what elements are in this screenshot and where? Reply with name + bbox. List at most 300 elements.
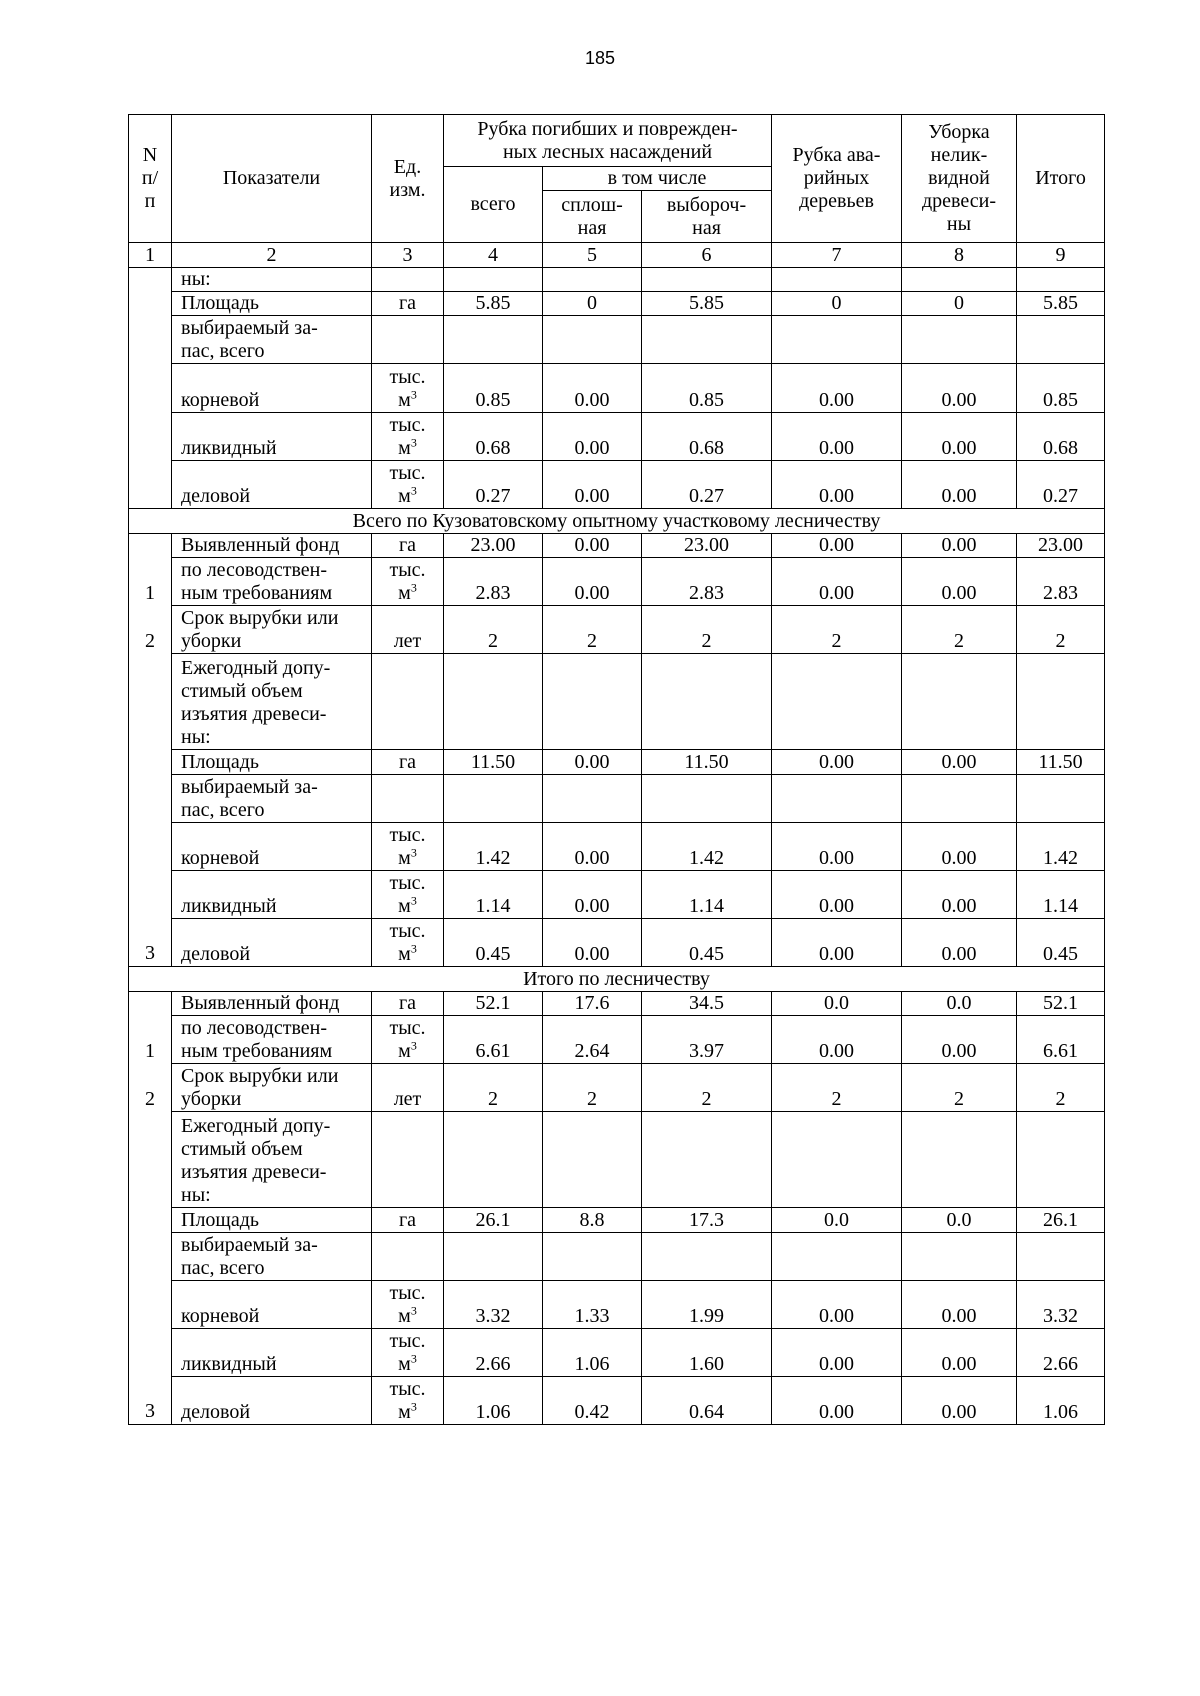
indicator-label-line: пас, всего [181,798,265,821]
indicator-label-line: ны: [181,1184,211,1207]
indicator-label [172,558,372,606]
value-cell [772,268,902,292]
indicator-label-line: по лесоводствен- [181,559,328,582]
unit-cube-exponent: 3 [410,1351,417,1366]
value-cell: 1.14 [444,870,543,918]
unit-meter: м [398,436,411,459]
table-row [129,1208,1105,1232]
indicator-label [172,992,372,1016]
value-cell [902,268,1017,292]
indicator-label-line: Срок вырубки или [181,1065,339,1088]
indicator-label-line: ным требованиям [181,1040,333,1063]
value-cell: 2 [902,1064,1017,1112]
value-cell [1017,316,1105,364]
value-cell: 0.00 [902,460,1017,508]
indicator-label-line: ликвидный [181,1352,277,1375]
indicator-label [172,606,372,654]
header-unusable-wood [902,115,1017,243]
value-cell: 0 [772,292,902,316]
indicator-label [172,822,372,870]
indicator-label-line: Ежегодный допу- [181,657,331,680]
unit-thousand: тыс. [389,1329,426,1352]
value-cell [543,268,642,292]
col-number: 3 [372,243,444,268]
header-clear-line: сплош- [561,193,623,216]
unit-thousand: тыс. [389,559,426,582]
col-number: 5 [543,243,642,268]
value-cell: 0.00 [902,534,1017,558]
row-number: 2 [145,630,155,652]
row-number: 3 [145,942,155,964]
value-cell: 17.3 [642,1208,772,1232]
header-grand-total: Итого [1017,115,1105,243]
value-cell [543,1232,642,1280]
table-row [129,364,1105,412]
indicator-label [172,1064,372,1112]
row-number-stack [129,992,171,1424]
value-cell [543,654,642,750]
indicator-label [172,1016,372,1064]
value-cell: 1.06 [543,1328,642,1376]
unit-meter: м [398,894,411,917]
value-cell: 2 [1017,606,1105,654]
indicator-label [172,292,372,316]
value-cell: 2 [772,606,902,654]
unit-cell: га [372,534,444,558]
unit-thousand: тыс. [389,871,426,894]
indicator-label [172,1328,372,1376]
indicator-label-line: деловой [181,1401,251,1423]
table-row [129,1280,1105,1328]
unit-cubic-meter [374,1401,441,1424]
value-cell: 0.00 [902,558,1017,606]
value-cell: 2 [902,606,1017,654]
value-cell: 1.99 [642,1280,772,1328]
unit-cube-exponent: 3 [410,845,417,860]
unit-cell: лет [372,1064,444,1112]
value-cell: 2 [772,1064,902,1112]
unit-cell [372,1280,444,1328]
value-cell: 0.00 [772,1016,902,1064]
table-row [129,1016,1105,1064]
value-cell: 11.50 [1017,750,1105,774]
value-cell [642,774,772,822]
indicator-label-line: деловой [181,485,251,507]
indicator-label [172,1112,372,1208]
unit-cubic-meter [374,386,441,412]
value-cell: 0.00 [543,822,642,870]
unit-cell: га [372,292,444,316]
unit-thousand: тыс. [389,823,426,846]
header-total: всего [444,167,543,243]
unit-cube-exponent: 3 [410,435,417,450]
table-row [129,774,1105,822]
value-cell: 23.00 [444,534,543,558]
value-cell: 17.6 [543,992,642,1016]
value-cell: 0.64 [642,1376,772,1424]
value-cell: 0.00 [543,750,642,774]
indicator-label-line: изъятия древеси- [181,703,327,726]
value-cell: 0.00 [902,918,1017,966]
table-body [129,268,1105,1425]
unit-thousand: тыс. [389,462,426,484]
value-cell: 0.00 [543,870,642,918]
value-cell: 2 [444,1064,543,1112]
value-cell: 0.00 [772,534,902,558]
value-cell: 0.00 [772,460,902,508]
unit-cell: га [372,992,444,1016]
indicator-label [172,364,372,412]
value-cell: 0.0 [772,1208,902,1232]
value-cell: 0.68 [1017,412,1105,460]
value-cell [543,1112,642,1208]
indicator-label [172,412,372,460]
table-row [129,654,1105,750]
header-of-which: в том числе [543,167,772,191]
value-cell: 5.85 [444,292,543,316]
table-row [129,606,1105,654]
table-row [129,1112,1105,1208]
indicator-label-line: ны: [181,268,211,291]
indicator-label [172,1232,372,1280]
value-cell: 0.0 [902,992,1017,1016]
indicator-label-line: деловой [181,943,251,965]
unit-meter: м [398,1040,411,1063]
value-cell: 0.00 [543,364,642,412]
section-title-row [129,967,1105,992]
unit-cell [372,412,444,460]
indicator-label-line: по лесоводствен- [181,1017,328,1040]
value-cell [902,1232,1017,1280]
value-cell: 2.66 [1017,1328,1105,1376]
indicator-label-line: Выявленный фонд [181,534,340,557]
value-cell: 23.00 [1017,534,1105,558]
indicator-label [172,654,372,750]
value-cell [444,774,543,822]
value-cell: 0.00 [543,918,642,966]
indicator-label-line: корневой [181,1304,260,1327]
unit-cube-exponent: 3 [410,893,417,908]
value-cell: 0.00 [902,1016,1017,1064]
header-num-line: п/ [141,167,159,189]
unit-cube-exponent: 3 [410,1038,417,1053]
value-cell: 0.00 [543,412,642,460]
indicator-label-line: Площадь [181,1208,259,1231]
value-cell [772,316,902,364]
value-cell: 0.00 [772,412,902,460]
section-title: Итого по лесничеству [129,967,1105,992]
value-cell: 6.61 [1017,1016,1105,1064]
row-number: 1 [145,582,155,604]
indicator-label-line: выбираемый за- [181,775,318,798]
row-number-cell [129,534,172,967]
table-row [129,412,1105,460]
unit-cube-exponent: 3 [410,1399,417,1414]
value-cell: 0.27 [1017,460,1105,508]
value-cell [902,1112,1017,1208]
value-cell: 0.68 [444,412,543,460]
unit-meter: м [398,1304,411,1327]
table-row [129,1328,1105,1376]
col-number: 6 [642,243,772,268]
value-cell: 0.00 [772,870,902,918]
unit-thousand: тыс. [389,413,426,436]
value-cell: 26.1 [1017,1208,1105,1232]
unit-cubic-meter [374,1040,441,1063]
header-unusable-line: Уборка [928,121,990,143]
value-cell: 11.50 [642,750,772,774]
header-selective-line: ная [692,216,721,239]
header-group-line: Рубка погибших и поврежден- [477,117,738,140]
unit-cubic-meter [374,582,441,605]
value-cell: 0.00 [772,364,902,412]
unit-cell [372,774,444,822]
value-cell [772,774,902,822]
value-cell [642,1232,772,1280]
unit-cell [372,364,444,412]
value-cell [444,316,543,364]
unit-thousand: тыс. [389,920,426,942]
unit-meter: м [398,582,411,605]
value-cell: 2 [444,606,543,654]
header-num [129,115,172,243]
value-cell [444,654,543,750]
value-cell: 1.14 [642,870,772,918]
table-row [129,1376,1105,1424]
header-num-line: п [144,190,156,212]
row-number-cell [129,268,172,509]
value-cell: 1.14 [1017,870,1105,918]
col-number: 7 [772,243,902,268]
value-cell: 2.64 [543,1016,642,1064]
value-cell: 0.42 [543,1376,642,1424]
value-cell: 0.85 [642,364,772,412]
value-cell [642,268,772,292]
header-selective-cut [642,191,772,243]
value-cell: 2 [642,1064,772,1112]
section-title: Всего по Кузоватовскому опытному участковому лесничеству [129,509,1105,534]
unit-cell [372,918,444,966]
value-cell: 2 [543,1064,642,1112]
value-cell: 0.00 [772,822,902,870]
table-row [129,316,1105,364]
unit-cubic-meter [374,943,441,966]
unit-cell [372,316,444,364]
value-cell: 0.45 [444,918,543,966]
table-row [129,534,1105,558]
value-cell: 0.00 [543,534,642,558]
indicator-label [172,316,372,364]
table-row [129,292,1105,316]
value-cell: 0.45 [1017,918,1105,966]
unit-meter: м [398,1352,411,1375]
value-cell: 0.45 [642,918,772,966]
indicator-label [172,460,372,508]
indicator-label-line: ликвидный [181,436,277,459]
value-cell: 0.00 [772,1328,902,1376]
unit-cell [372,558,444,606]
indicator-label-line: Выявленный фонд [181,992,340,1015]
header-unusable-line: видной [928,167,990,189]
value-cell: 0.00 [772,918,902,966]
header-clear-line: ная [577,216,607,239]
unit-cubic-meter [374,1305,441,1328]
table-row [129,822,1105,870]
col-number: 9 [1017,243,1105,268]
indicator-label-line: корневой [181,388,260,411]
indicator-label [172,268,372,292]
col-number: 8 [902,243,1017,268]
value-cell: 11.50 [444,750,543,774]
value-cell: 26.1 [444,1208,543,1232]
value-cell: 2 [1017,1064,1105,1112]
indicator-label-line: ликвидный [181,894,277,917]
value-cell [902,654,1017,750]
unit-cubic-meter [374,437,441,460]
unit-cell [372,1112,444,1208]
value-cell: 2.83 [1017,558,1105,606]
indicator-label [172,774,372,822]
value-cell [1017,268,1105,292]
value-cell [772,1112,902,1208]
unit-cell [372,654,444,750]
value-cell: 0.00 [902,870,1017,918]
unit-cell [372,1376,444,1424]
value-cell: 1.42 [444,822,543,870]
indicator-label-line: стимый объем [181,1138,303,1161]
indicator-label-line: изъятия древеси- [181,1161,327,1184]
unit-thousand: тыс. [389,1378,426,1400]
unit-cube-exponent: 3 [410,483,417,498]
value-cell: 0.00 [902,412,1017,460]
value-cell: 0.27 [642,460,772,508]
unit-thousand: тыс. [389,365,426,388]
row-number-stack [129,268,171,508]
value-cell: 0.85 [1017,364,1105,412]
value-cell: 0.00 [772,750,902,774]
value-cell: 0 [543,292,642,316]
value-cell: 1.60 [642,1328,772,1376]
value-cell: 0.00 [902,822,1017,870]
header-dead-damaged-felling [444,115,772,167]
value-cell: 0.00 [772,558,902,606]
value-cell: 5.85 [1017,292,1105,316]
header-unit-line: Ед. [393,155,422,178]
table-row [129,460,1105,508]
value-cell: 1.42 [642,822,772,870]
unit-cell: га [372,1208,444,1232]
value-cell: 3.32 [1017,1280,1105,1328]
value-cell: 0.00 [902,1376,1017,1424]
value-cell: 52.1 [1017,992,1105,1016]
value-cell [902,774,1017,822]
value-cell: 0.68 [642,412,772,460]
value-cell: 0.00 [772,1280,902,1328]
col-number: 2 [172,243,372,268]
header-num-line: N [142,144,158,166]
value-cell: 1.06 [444,1376,543,1424]
indicator-label [172,750,372,774]
header-selective-line: выбороч- [666,193,747,216]
header-unusable-line: нелик- [930,144,988,166]
value-cell: 0.27 [444,460,543,508]
indicator-label-line: выбираемый за- [181,317,318,340]
row-number: 1 [145,1040,155,1062]
value-cell: 2 [642,606,772,654]
indicator-label-line: ным требованиям [181,582,333,605]
unit-cubic-meter [374,847,441,870]
indicator-label [172,918,372,966]
value-cell: 0.00 [902,1280,1017,1328]
value-cell [1017,1112,1105,1208]
value-cell: 1.42 [1017,822,1105,870]
header-unit-line: изм. [389,178,426,201]
indicator-label-line: выбираемый за- [181,1233,318,1256]
header-indicators: Показатели [172,115,372,243]
table-row [129,870,1105,918]
value-cell: 0.00 [772,1376,902,1424]
header-emergency-felling [772,115,902,243]
unit-cell [372,268,444,292]
row-number-stack [129,534,171,966]
section-title-row [129,509,1105,534]
value-cell: 0.00 [543,558,642,606]
unit-meter: м [398,846,411,869]
value-cell [444,1232,543,1280]
value-cell: 0.0 [902,1208,1017,1232]
value-cell [1017,774,1105,822]
table-row [129,268,1105,292]
unit-cell [372,1232,444,1280]
indicator-label [172,534,372,558]
value-cell: 1.33 [543,1280,642,1328]
row-number-cell [129,992,172,1425]
header-clear-cut [543,191,642,243]
unit-cube-exponent: 3 [410,1303,417,1318]
value-cell [642,1112,772,1208]
unit-cell [372,822,444,870]
value-cell: 2.83 [642,558,772,606]
unit-cubic-meter [374,1353,441,1376]
value-cell: 23.00 [642,534,772,558]
value-cell: 3.32 [444,1280,543,1328]
table-row [129,1232,1105,1280]
header-emergency-line: деревьев [799,190,874,212]
indicator-label-line: Площадь [181,750,259,773]
header-unusable-line: древеси- [922,190,996,212]
value-cell: 5.85 [642,292,772,316]
value-cell [1017,654,1105,750]
header-unit [372,115,444,243]
header-emergency-line: Рубка ава- [792,144,881,166]
value-cell: 2 [543,606,642,654]
table-row [129,1064,1105,1112]
value-cell: 2.66 [444,1328,543,1376]
indicator-label-line: уборки [181,630,242,653]
indicator-label-line: Срок вырубки или [181,607,339,630]
unit-cube-exponent: 3 [410,941,417,956]
unit-thousand: тыс. [389,1281,426,1304]
value-cell: 0.00 [543,460,642,508]
header-emergency-line: рийных [803,167,870,189]
indicator-label-line: уборки [181,1088,242,1111]
indicator-label-line: Ежегодный допу- [181,1115,331,1138]
forest-felling-table [128,114,1105,1425]
value-cell: 0.00 [902,1328,1017,1376]
header-group-line: ных лесных насаждений [502,140,713,163]
unit-cell [372,870,444,918]
indicator-label-line: пас, всего [181,1256,265,1279]
